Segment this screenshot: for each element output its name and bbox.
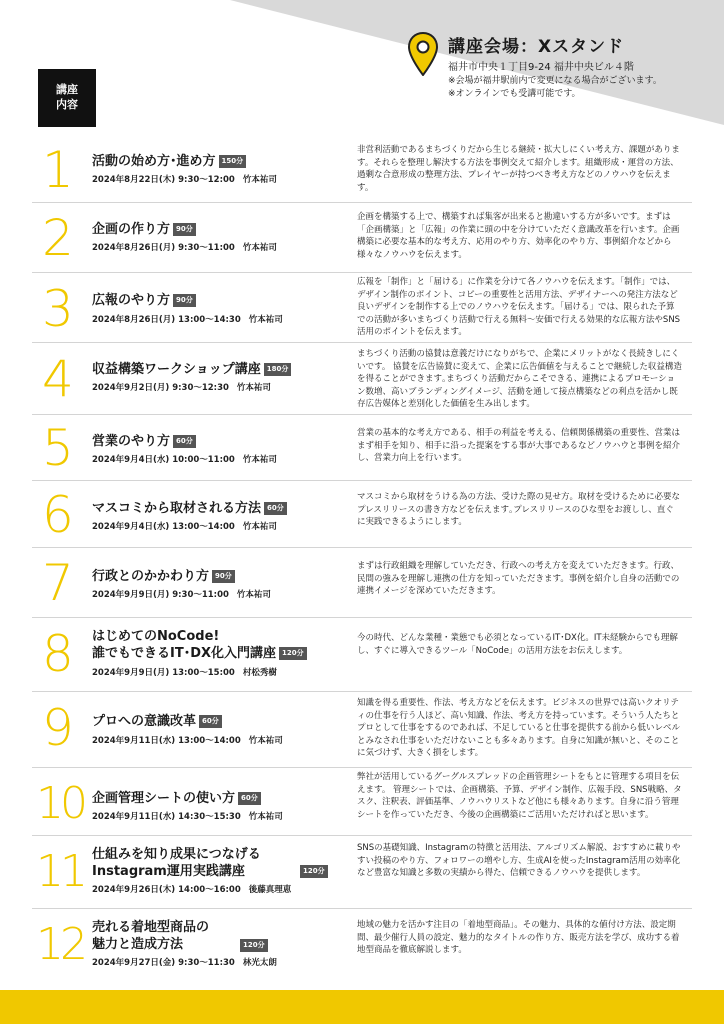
tag-line: 講座 xyxy=(56,83,78,96)
course-date: 2024年9月11日(水) 14:30～15:30 xyxy=(92,812,241,822)
course-meta xyxy=(92,666,277,678)
course-title-text: 企画の作り方 xyxy=(92,222,171,237)
course-description: 営業の基本的な考え方である、相手の利益を考える、信頼関係構築の重要性、営業はまず相手を知り、相手に沿った提案をする事が大事であるなどノウハウと事例を紹介し、営業力向上を行います。 xyxy=(357,428,681,463)
course-title-text: 魅力と造成方法 xyxy=(92,937,184,952)
course-date: 2024年8月22日(木) 9:30～12:00 xyxy=(92,175,235,185)
course-lecturer: 竹本祐司 xyxy=(242,175,277,185)
course-description: SNSの基礎知識、Instagramの特徴と活用法、アルゴリズム解説、おすすめに載りやすい投稿のやり方、フォロワーの増やし方、生成AIを使ったInstagram活用の効率化など豊富な知識と多数の実績から得た、信頼できるノウハウを提供します。 xyxy=(357,843,681,878)
course-title-text: 売れる着地型商品の xyxy=(92,920,210,935)
course-title xyxy=(92,433,196,450)
course-number: 8 xyxy=(42,625,74,683)
course-meta xyxy=(92,588,271,600)
duration-badge: 120分 xyxy=(279,647,307,660)
course-description: 非営利活動であるまちづくりだから生じる継続・拡大しにくい考え方、課題があります。それらを整理し解決する方法を事例交えて紹介します。組織形成・運営の方法、過剰な合意形成の整理方法、プレイヤーが持つべき考え方などのノウハウを伝えます。 xyxy=(357,145,680,193)
duration-badge: 150分 xyxy=(219,155,247,168)
duration-badge: 120分 xyxy=(240,939,268,952)
course-row xyxy=(32,618,692,692)
duration-badge: 180分 xyxy=(264,363,292,376)
course-number: 5 xyxy=(42,419,74,477)
duration-badge: 60分 xyxy=(264,502,287,515)
course-row xyxy=(32,481,692,548)
course-number: 12 xyxy=(36,919,84,970)
course-row xyxy=(32,273,692,343)
course-meta xyxy=(92,883,291,895)
course-title-text: 企画管理シートの使い方 xyxy=(92,791,236,806)
duration-badge: 90分 xyxy=(173,294,196,307)
course-description: 広報を「制作」と「届ける」に作業を分けて各ノウハウを伝えます。「制作」では、デザイン制作のポイント、コピーの重要性と活用方法、デザイナーへの発注方法など良いデザインを制作する上でのノウハウを伝えます。「届ける」では、限られた予算での活動が多いまちづくり活動で行える無料～安価で行える効果的な広報方法やSNS活用のポイントを伝えます。 xyxy=(357,277,681,337)
course-date: 2024年9月2日(月) 9:30～12:30 xyxy=(92,383,229,393)
course-row xyxy=(32,548,692,618)
course-number: 4 xyxy=(42,350,74,408)
duration-badge: 60分 xyxy=(238,792,261,805)
duration-badge: 90分 xyxy=(212,570,235,583)
course-number: 7 xyxy=(42,554,74,612)
course-meta xyxy=(92,734,283,746)
course-lecturer: 村松秀樹 xyxy=(242,668,277,678)
course-meta xyxy=(92,810,283,822)
duration-badge: 90分 xyxy=(173,223,196,236)
duration-badge: 60分 xyxy=(199,715,222,728)
course-date: 2024年9月26日(木) 14:00～16:00 xyxy=(92,885,241,895)
course-number: 2 xyxy=(42,209,74,267)
course-meta xyxy=(92,956,277,968)
course-row xyxy=(32,203,692,273)
course-meta xyxy=(92,173,277,185)
course-title-text: 営業のやり方 xyxy=(92,434,171,449)
course-title-text: マスコミから取材される方法 xyxy=(92,501,262,516)
course-title xyxy=(92,846,261,880)
course-date: 2024年9月11日(水) 13:00～14:00 xyxy=(92,736,241,746)
course-date: 2024年9月4日(水) 10:00～11:00 xyxy=(92,455,235,465)
course-lecturer: 竹本祐司 xyxy=(242,455,277,465)
course-title-text: 仕組みを知り成果につなげる xyxy=(92,847,261,862)
course-title-text: 誰でもできるIT･DX化入門講座 xyxy=(92,646,277,661)
course-date: 2024年9月9日(月) 9:30～11:00 xyxy=(92,590,229,600)
course-description: 弊社が活用しているグーグルスプレッドの企画管理シートをもとに管理する項目を伝えます。 管理シートでは、企画構築、予算、デザイン制作、広報手段、SNS戦略、タスク、注釈表、評価基準、ノウハウリストなど他にも様々あります。自身に沿う管理シートを作っていただき、今後の企画構築にご活用いただければと思います。 xyxy=(357,772,682,820)
venue-address: 福井市中央１丁目9-24 福井中央ビル４階 xyxy=(448,62,634,73)
course-description: まちづくり活動の協賛は意義だけになりがちで、企業にメリットがなく長続きしにくいです。 協賛を広告協賛に変えて、企業に広告価値を与えることで継続した収益構造を得ることができます｡まちづくり活動だからこそできる、連携によるプロモーション数増、高いブランディングイメージ、活動を通して接点構築などの利点を活かし既存広告媒体と差別化した価値を生み出します。 xyxy=(357,349,682,409)
course-title xyxy=(92,568,235,585)
course-date: 2024年8月26日(月) 9:30～11:00 xyxy=(92,243,235,253)
course-meta xyxy=(92,453,277,465)
course-title xyxy=(92,790,261,807)
course-title xyxy=(92,153,246,170)
course-date: 2024年8月26日(月) 13:00～14:30 xyxy=(92,315,241,325)
course-title xyxy=(92,713,222,730)
course-title xyxy=(92,500,287,517)
course-list xyxy=(32,138,692,987)
course-lecturer: 竹本祐司 xyxy=(236,590,271,600)
venue-note: ※オンラインでも受講可能です。 xyxy=(448,89,581,99)
course-title-text: 行政とのかかわり方 xyxy=(92,569,210,584)
venue-note: ※会場が福井駅前内で変更になる場合がございます。 xyxy=(448,76,662,86)
course-description: 今の時代、どんな業種・業態でも必須となっているIT･DX化。IT未経験からでも理解し、すぐに導入できるツール「NoCode」の活用方法をお伝えします。 xyxy=(357,633,678,656)
course-description: まずは行政組織を理解していただき、行政への考え方を変えていただきます。行政、民間の強みを理解し連携の仕方を知っていただきます。事例を紹介し自身の活動での連携イメージを深めていただきます。 xyxy=(357,561,680,596)
course-title xyxy=(92,361,291,378)
tag-line: 内容 xyxy=(56,98,78,111)
course-title xyxy=(92,628,307,662)
course-lecturer: 林光太朗 xyxy=(242,958,277,968)
course-row xyxy=(32,836,692,909)
course-number: 10 xyxy=(36,778,84,829)
course-lecturer: 後藤真理恵 xyxy=(248,885,292,895)
course-meta xyxy=(92,520,277,532)
course-number: 1 xyxy=(42,141,74,199)
duration-badge: 120分 xyxy=(300,865,328,878)
course-meta xyxy=(92,381,271,393)
course-title xyxy=(92,919,209,953)
course-date: 2024年9月27日(金) 9:30～11:30 xyxy=(92,958,235,968)
course-lecturer: 竹本祐司 xyxy=(242,243,277,253)
course-row xyxy=(32,768,692,836)
course-title-text: プロへの意識改革 xyxy=(92,714,197,729)
course-meta xyxy=(92,241,277,253)
course-lecturer: 竹本祐司 xyxy=(242,522,277,532)
course-date: 2024年9月9日(月) 13:00～15:00 xyxy=(92,668,235,678)
course-date: 2024年9月4日(水) 13:00～14:00 xyxy=(92,522,235,532)
course-title-text: はじめてのNoCode! xyxy=(92,629,220,644)
course-title-text: Instagram運用実践講座 xyxy=(92,864,245,879)
course-number: 11 xyxy=(36,846,84,897)
course-row xyxy=(32,343,692,415)
course-row xyxy=(32,415,692,481)
course-lecturer: 竹本祐司 xyxy=(248,812,283,822)
course-row xyxy=(32,909,692,987)
duration-badge: 60分 xyxy=(173,435,196,448)
course-number: 6 xyxy=(42,486,74,544)
course-title xyxy=(92,221,196,238)
course-meta xyxy=(92,313,283,325)
footer-bar xyxy=(0,990,724,1024)
course-title xyxy=(92,292,196,309)
course-row xyxy=(32,692,692,768)
course-title-text: 広報のやり方 xyxy=(92,293,171,308)
course-description: マスコミから取材をうける為の方法、受けた際の見せ方。取材を受けるために必要なプレスリリースの書き方などを伝えます｡プレスリリースのひな型をお渡しし、直ぐに実践できるようにします。 xyxy=(357,492,681,527)
course-number: 9 xyxy=(42,699,74,757)
course-lecturer: 竹本祐司 xyxy=(248,315,283,325)
venue-title: 講座会場：Xスタンド xyxy=(448,37,625,57)
course-number: 3 xyxy=(42,280,74,338)
course-title-text: 収益構築ワークショップ講座 xyxy=(92,362,261,377)
course-content-tag xyxy=(38,69,96,127)
course-row xyxy=(32,138,692,203)
course-description: 企画を構築する上で、構築すれば集客が出来ると勘違いする方が多いです。まずは「企画構築」と「広報」の作業に頭の中を分けていただく意識改革を行います。企画構築に必要な基本的な考え方、応用のやり方、効率化のやり方、事例紹介などから様々なノウハウを伝えます。 xyxy=(357,212,680,260)
course-lecturer: 竹本祐司 xyxy=(236,383,271,393)
course-title-text: 活動の始め方･進め方 xyxy=(92,154,216,169)
map-pin-icon xyxy=(408,32,438,76)
course-description: 知識を得る重要性、作法、考え方などを伝えます。ビジネスの世界では高いクオリティの仕事を行う人ほど、高い知識、作法、考え方を持っています。そういう人たちとプロとして仕事をするのであれば、不足していると仕事を提供する前から低いレベルとみなされ仕事をいただけないことも多々あります。自身に知識が無いと、そのことに気づけず、大きく損をします。 xyxy=(357,698,681,758)
course-lecturer: 竹本祐司 xyxy=(248,736,283,746)
course-description: 地域の魅力を活かす注目の「着地型商品」。その魅力、具体的な値付け方法、設定期間、最少催行人員の設定、魅力的なタイトルの作り方、販売方法を学び、成功する着地型商品を徹底解説します。 xyxy=(357,920,680,955)
